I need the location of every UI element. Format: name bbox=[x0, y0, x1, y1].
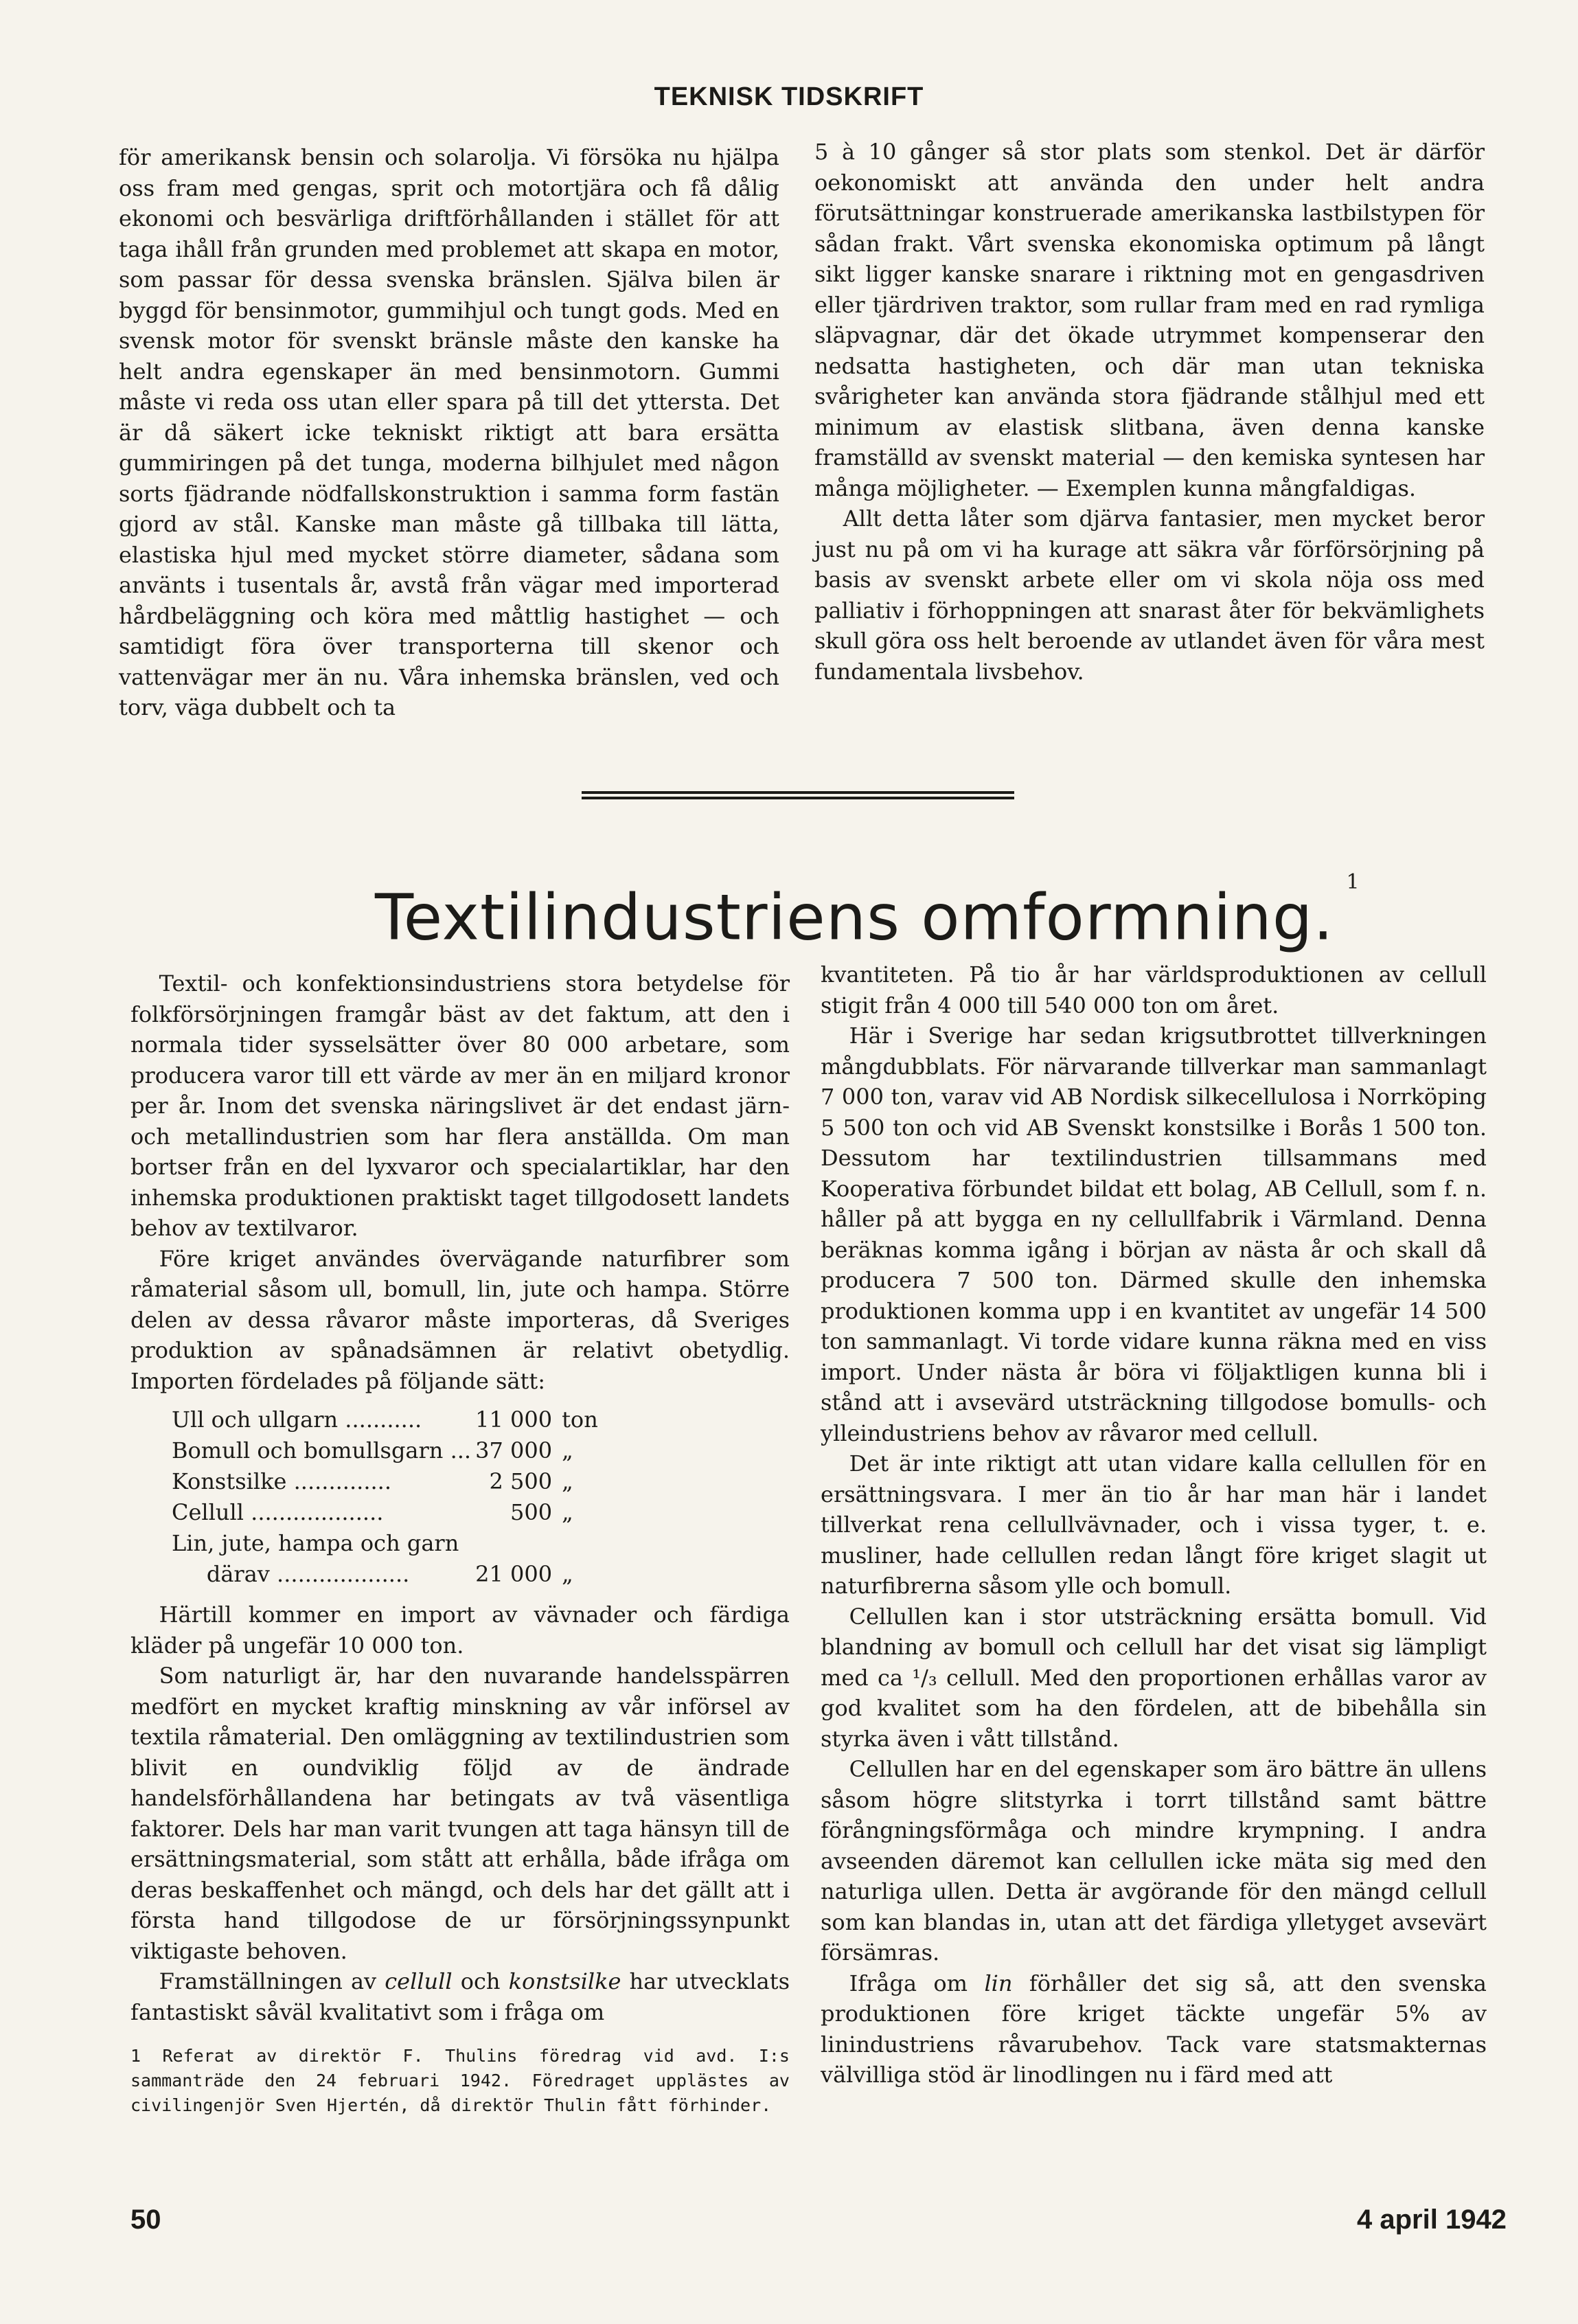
emphasis: konstsilke bbox=[508, 1968, 621, 1994]
import-item: Ull och ullgarn ........... bbox=[172, 1406, 422, 1433]
section-divider bbox=[582, 791, 1014, 794]
emphasis: lin bbox=[984, 1970, 1013, 1996]
article-title bbox=[375, 870, 1360, 956]
paragraph: Allt detta låter som djärva fantasier, men mycket beror just nu på om vi ha kurage att säkra vår förförsörjning på basis av svenskt arbete eller om vi skola nöja oss med palliativ i förhoppningen att snarast åter för bekvämlighets skull göra oss helt beroende av utlandet även för våra mest fundamentala livsbehov. bbox=[814, 505, 1485, 685]
top-article-column-right bbox=[814, 137, 1485, 687]
paragraph: Före kriget användes övervägande naturfibrer som råmaterial såsom ull, bomull, lin, jute och hampa. Större delen av dessa råvaror måste importeras, då Sveriges produktion av spånadsämnen är relativt obetydlig. Importen fördelades på följande sätt: bbox=[130, 1245, 790, 1394]
import-unit bbox=[552, 1528, 598, 1559]
import-amount: 500 bbox=[510, 1499, 553, 1525]
paragraph: 5 à 10 gånger så stor plats som stenkol. Det är därför oekonomiskt att använda den under helt andra förutsättningar konstruerade amerikanska lastbilstypen för sådan frakt. Vårt svenska ekonomiska optimum på långt sikt ligger kanske snarare i riktning mot en gengasdriven eller tjärdriven traktor, som rullar fram med en rad rymliga släpvagnar, där det ökade utrymmet kompenserar den nedsatta hastigheten, och där man utan tekniska svårigheter kan använda stora fjädrande stålhjul med ett minimum av elastisk slitbana, även denna kanske framställd av svenskt material — den kemiska syntesen har många möjligheter. — Exemplen kunna mångfaldigas. bbox=[814, 139, 1485, 501]
section-divider bbox=[582, 797, 1014, 799]
import-row bbox=[172, 1559, 598, 1590]
paragraph: Som naturligt är, har den nuvarande handelsspärren medfört en mycket kraftig minskning av vår införsel av textila råmaterial. Den omläggning av textilindustrien som blivit en oundviklig följd av de ändrade handelsförhållandena har betingats av två väsentliga faktorer. Dels har man varit tvungen att taga hänsyn till de ersättningsmaterial, som stått att erhålla, både ifråga om deras beskaffenhet och mängd, och dels har det gällt att i första hand tillgodose de ur försörjningssynpunkt viktigaste behoven. bbox=[130, 1663, 790, 1964]
import-row bbox=[172, 1435, 598, 1466]
article-column-right bbox=[821, 959, 1487, 2091]
import-unit: „ bbox=[562, 1561, 573, 1587]
paragraph: Cellullen kan i stor utsträckning ersätta bomull. Vid blandning av bomull och cellull har det visat sig lämpligt med ca ¹/₃ cellull. Med den proportionen erhållas varor av god kvalitet som ha den fördelen, att de bibehålla sin styrka även i vått tillstånd. bbox=[821, 1603, 1487, 1752]
text-run: Framställningen av bbox=[159, 1968, 385, 1994]
paragraph bbox=[821, 1968, 1487, 2091]
paragraph: för amerikansk bensin och solarolja. Vi försöka nu hjälpa oss fram med gengas, sprit och motortjära och få dålig ekonomi och besvärliga driftförhållanden i stället för att taga ihåll från grunden med problemet att skapa en motor, som passar för dessa svenska bränslen. Själva bilen är byggd för bensinmotor, gummihjul och tungt gods. Med en svensk motor för svenskt bränsle måste den kanske ha helt andra egenskaper än med bensinmotorn. Gummi måste vi reda oss utan eller spara på till det yttersta. Det är då säkert icke tekniskt riktigt att bara ersätta gummiringen på det tunga, moderna bilhjulet med någon sorts fjädrande nödfallskonstruktion i samma form fastän gjord av stål. Kanske man måste gå tillbaka till lätta, elastiska hjul med mycket större diameter, sådana som använts i tusentals år, avstå från vägar med importerad hårdbeläggning och köra med måttlig hastighet — och samtidigt föra över transporterna till skenor och vattenvägar mer än nu. Våra inhemska bränslen, ved och torv, väga dubbelt och ta bbox=[119, 144, 779, 720]
import-item: Lin, jute, hampa och garn bbox=[172, 1530, 459, 1556]
paragraph: Det är inte riktigt att utan vidare kalla cellullen för en ersättningsvara. I mer än tio år har man här i landet tillverkat rena cellullvävnader, och i vissa tyger, t. e. musliner, hade cellullen redan långt före kriget slagit ut naturfibrerna såsom ylle och bomull. bbox=[821, 1450, 1487, 1599]
emphasis: cellull bbox=[385, 1968, 453, 1994]
text-run: och bbox=[452, 1968, 509, 1994]
paragraph: Cellullen har en del egenskaper som äro bättre än ullens såsom högre slitstyrka i torrt tillstånd samt bättre förångningsförmåga och mindre krympning. I andra avseenden däremot kan cellullen icke mäta sig med den naturliga ullen. Detta är avgörande för den mängd cellull som kan blandas in, utan att det färdiga ylletyget avsevärt försämras. bbox=[821, 1756, 1487, 1966]
import-amount: 11 000 bbox=[475, 1406, 553, 1433]
text-run: Ifråga om bbox=[849, 1970, 985, 1996]
text-run: har utvecklats fantastiskt såväl kvalitativt som i fråga om bbox=[130, 1968, 790, 2025]
footnote: 1 Referat av direktör F. Thulins föredrag vid avd. I:s sammanträde den 24 februari 1942. Föredraget upplästes av civilingenjör Sven Hjertén, då direktör Thulin fått förhinder. bbox=[130, 2046, 790, 2115]
import-amount bbox=[471, 1528, 552, 1559]
paragraph: Här i Sverige har sedan krigsutbrottet tillverkningen mångdubblats. För närvarande tillverkar man sammanlagt 7 000 ton, varav vid AB Nordisk silkecellulosa i Norrköping 5 500 ton och vid AB Svenskt konstsilke i Borås 1 500 ton. Dessutom har textilindustrien tillsammans med Kooperativa förbundet bildat ett bolag, AB Cellull, som f. n. håller på att bygga en ny cellullfabrik i Värmland. Denna beräknas komma igång i början av nästa år och skall då producera 7 500 ton. Därmed skulle den inhemska produktionen komma upp i en kvantitet av ungefär 14 500 ton sammanlagt. Vi torde vidare kunna räkna med en viss import. Under nästa år böra vi följaktligen kunna bli i stånd att i avsevärd utsträckning tillgodose bomulls- och ylleindustriens behov av råvaror med cellull. bbox=[821, 1023, 1487, 1446]
import-amount: 37 000 bbox=[475, 1437, 553, 1463]
import-item: Cellull ................... bbox=[172, 1499, 384, 1525]
paragraph: kvantiteten. På tio år har världsproduktionen av cellull stigit från 4 000 till 540 000 ton om året. bbox=[821, 961, 1487, 1018]
import-unit: „ bbox=[562, 1468, 573, 1494]
import-item: Konstsilke .............. bbox=[172, 1468, 391, 1494]
paragraph: Textil- och konfektionsindustriens stora betydelse för folkförsörjningen framgår bäst av det faktum, att den i normala tider sysselsätter över 80 000 arbetare, som producera varor till ett värde av mer än en miljard kronor per år. Inom det svenska näringslivet är det endast järn- och metallindustrien som har flera anställda. Om man bortser från en del lyxvaror och specialartiklar, har den inhemska produktionen praktiskt taget tillgodosett landets behov av textilvaror. bbox=[130, 970, 790, 1241]
journal-header: TEKNISK TIDSKRIFT bbox=[654, 82, 924, 111]
import-unit: „ bbox=[562, 1437, 573, 1463]
import-row bbox=[172, 1497, 598, 1528]
paragraph: Härtill kommer en import av vävnader och färdiga kläder på ungefär 10 000 ton. bbox=[130, 1602, 790, 1659]
import-amount: 2 500 bbox=[489, 1468, 553, 1494]
issue-date: 4 april 1942 bbox=[1357, 2205, 1507, 2235]
import-row bbox=[172, 1404, 598, 1435]
import-amount: 21 000 bbox=[475, 1561, 553, 1587]
import-table bbox=[172, 1404, 598, 1590]
import-item: Bomull och bomullsgarn ... bbox=[172, 1437, 472, 1463]
article-title-text: Textilindustriens omformning. bbox=[375, 880, 1334, 955]
paragraph bbox=[130, 1966, 790, 2027]
page-number: 50 bbox=[130, 2205, 161, 2235]
import-row bbox=[172, 1528, 598, 1559]
top-article-column-left bbox=[119, 142, 779, 723]
footnote-marker: 1 bbox=[1346, 870, 1360, 894]
import-row bbox=[172, 1466, 598, 1497]
article-column-left bbox=[130, 968, 790, 2118]
import-unit: „ bbox=[562, 1499, 573, 1525]
import-item: därav ................... bbox=[172, 1561, 410, 1587]
import-unit: ton bbox=[562, 1406, 598, 1433]
text-run: förhåller det sig så, att den svenska produktionen före kriget täckte ungefär 5% av linindustriens råvarubehov. Tack vare statsmakternas välvilliga stöd är linodlingen nu i färd med att bbox=[821, 1970, 1487, 2088]
